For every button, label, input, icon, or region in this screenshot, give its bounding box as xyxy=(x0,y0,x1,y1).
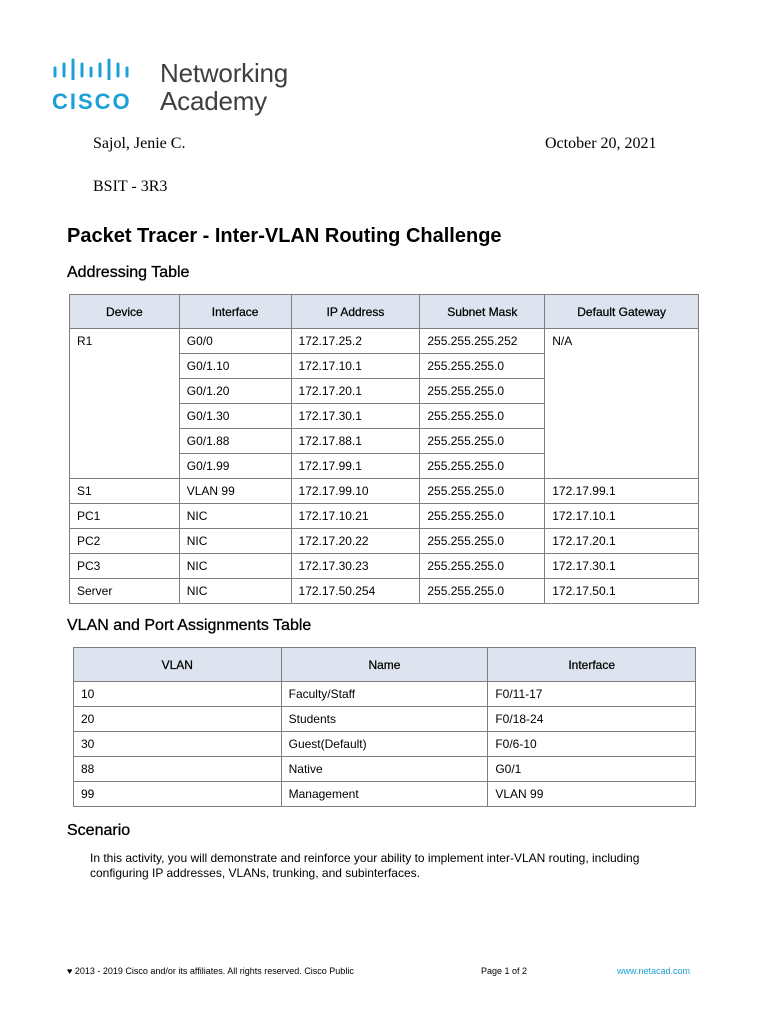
footer-page-number: Page 1 of 2 xyxy=(481,966,528,976)
vlan-id-cell: 99 xyxy=(74,782,282,807)
footer-netacad-link[interactable]: www.netacad.com xyxy=(617,966,691,976)
table-row xyxy=(70,479,699,504)
vlan-name-cell: Faculty/Staff xyxy=(281,682,488,707)
mask-cell: 255.255.255.0 xyxy=(420,429,545,454)
interface-cell: G0/1.88 xyxy=(179,429,291,454)
device-cell: PC2 xyxy=(70,529,180,554)
interface-cell: NIC xyxy=(179,529,291,554)
ip-cell: 172.17.20.1 xyxy=(291,379,420,404)
cisco-wordmark: CISCO xyxy=(52,89,132,114)
vlan-name-cell: Students xyxy=(281,707,488,732)
table-header-row xyxy=(70,295,699,329)
gateway-cell: N/A xyxy=(545,329,699,479)
interface-cell: NIC xyxy=(179,504,291,529)
table-row xyxy=(70,529,699,554)
page-title: Packet Tracer - Inter-VLAN Routing Challenge xyxy=(67,225,502,247)
column-header: IP Address xyxy=(291,295,420,329)
column-header: Default Gateway xyxy=(545,295,699,329)
table-row xyxy=(74,707,696,732)
table-row xyxy=(74,732,696,757)
interface-cell: NIC xyxy=(179,579,291,604)
column-header: VLAN xyxy=(74,648,282,682)
ip-cell: 172.17.99.10 xyxy=(291,479,420,504)
vlan-id-cell: 10 xyxy=(74,682,282,707)
table-row xyxy=(70,579,699,604)
gateway-cell: 172.17.30.1 xyxy=(545,554,699,579)
ip-cell: 172.17.25.2 xyxy=(291,329,420,354)
mask-cell: 255.255.255.252 xyxy=(420,329,545,354)
interface-cell: G0/0 xyxy=(179,329,291,354)
mask-cell: 255.255.255.0 xyxy=(420,504,545,529)
scenario-text: In this activity, you will demonstrate and reinforce your ability to implement inter-VLAN routing, including configuring IP addresses, VLANs, trunking, and subinterfaces. xyxy=(90,851,640,880)
gateway-cell: 172.17.10.1 xyxy=(545,504,699,529)
ip-cell: 172.17.50.254 xyxy=(291,579,420,604)
vlan-id-cell: 88 xyxy=(74,757,282,782)
vlan-name-cell: Guest(Default) xyxy=(281,732,488,757)
column-header: Interface xyxy=(488,648,696,682)
vlan-interface-cell: F0/11-17 xyxy=(488,682,696,707)
ip-cell: 172.17.30.23 xyxy=(291,554,420,579)
table-row xyxy=(70,329,699,354)
vlan-port-table xyxy=(73,647,696,807)
ip-cell: 172.17.99.1 xyxy=(291,454,420,479)
device-cell: PC3 xyxy=(70,554,180,579)
gateway-cell: 172.17.50.1 xyxy=(545,579,699,604)
logo-line-academy: Academy xyxy=(160,86,267,116)
table-row xyxy=(74,757,696,782)
interface-cell: G0/1.30 xyxy=(179,404,291,429)
column-header: Subnet Mask xyxy=(420,295,545,329)
device-cell: R1 xyxy=(70,329,180,479)
ip-cell: 172.17.88.1 xyxy=(291,429,420,454)
column-header: Device xyxy=(70,295,180,329)
table-row xyxy=(74,782,696,807)
vlan-interface-cell: F0/18-24 xyxy=(488,707,696,732)
mask-cell: 255.255.255.0 xyxy=(420,479,545,504)
table-row xyxy=(70,504,699,529)
cisco-bars-icon xyxy=(52,58,152,80)
column-header: Name xyxy=(281,648,488,682)
vlan-interface-cell: G0/1 xyxy=(488,757,696,782)
ip-cell: 172.17.10.21 xyxy=(291,504,420,529)
interface-cell: G0/1.99 xyxy=(179,454,291,479)
vlan-id-cell: 30 xyxy=(74,732,282,757)
mask-cell: 255.255.255.0 xyxy=(420,579,545,604)
interface-cell: G0/1.20 xyxy=(179,379,291,404)
mask-cell: 255.255.255.0 xyxy=(420,554,545,579)
addressing-table-heading: Addressing Table xyxy=(67,264,190,281)
interface-cell: G0/1.10 xyxy=(179,354,291,379)
interface-cell: VLAN 99 xyxy=(179,479,291,504)
vlan-id-cell: 20 xyxy=(74,707,282,732)
device-cell: Server xyxy=(70,579,180,604)
mask-cell: 255.255.255.0 xyxy=(420,529,545,554)
cisco-networking-academy-logo xyxy=(52,58,312,118)
logo-line-networking: Networking xyxy=(160,58,289,88)
student-section: BSIT - 3R3 xyxy=(93,178,168,195)
vlan-table-heading: VLAN and Port Assignments Table xyxy=(67,617,312,634)
table-header-row xyxy=(74,648,696,682)
column-header: Interface xyxy=(179,295,291,329)
vlan-interface-cell: VLAN 99 xyxy=(488,782,696,807)
vlan-interface-cell: F0/6-10 xyxy=(488,732,696,757)
scenario-heading: Scenario xyxy=(67,822,131,839)
addressing-table xyxy=(69,294,699,604)
mask-cell: 255.255.255.0 xyxy=(420,354,545,379)
mask-cell: 255.255.255.0 xyxy=(420,379,545,404)
footer-copyright: ♥ 2013 - 2019 Cisco and/or its affiliates. All rights reserved. Cisco Public xyxy=(67,966,354,976)
mask-cell: 255.255.255.0 xyxy=(420,404,545,429)
table-row xyxy=(70,554,699,579)
device-cell: S1 xyxy=(70,479,180,504)
vlan-name-cell: Management xyxy=(281,782,488,807)
gateway-cell: 172.17.20.1 xyxy=(545,529,699,554)
ip-cell: 172.17.20.22 xyxy=(291,529,420,554)
interface-cell: NIC xyxy=(179,554,291,579)
student-name: Sajol, Jenie C. xyxy=(93,135,186,152)
submission-date: October 20, 2021 xyxy=(545,135,657,152)
table-row xyxy=(74,682,696,707)
gateway-cell: 172.17.99.1 xyxy=(545,479,699,504)
ip-cell: 172.17.30.1 xyxy=(291,404,420,429)
device-cell: PC1 xyxy=(70,504,180,529)
mask-cell: 255.255.255.0 xyxy=(420,454,545,479)
vlan-name-cell: Native xyxy=(281,757,488,782)
ip-cell: 172.17.10.1 xyxy=(291,354,420,379)
